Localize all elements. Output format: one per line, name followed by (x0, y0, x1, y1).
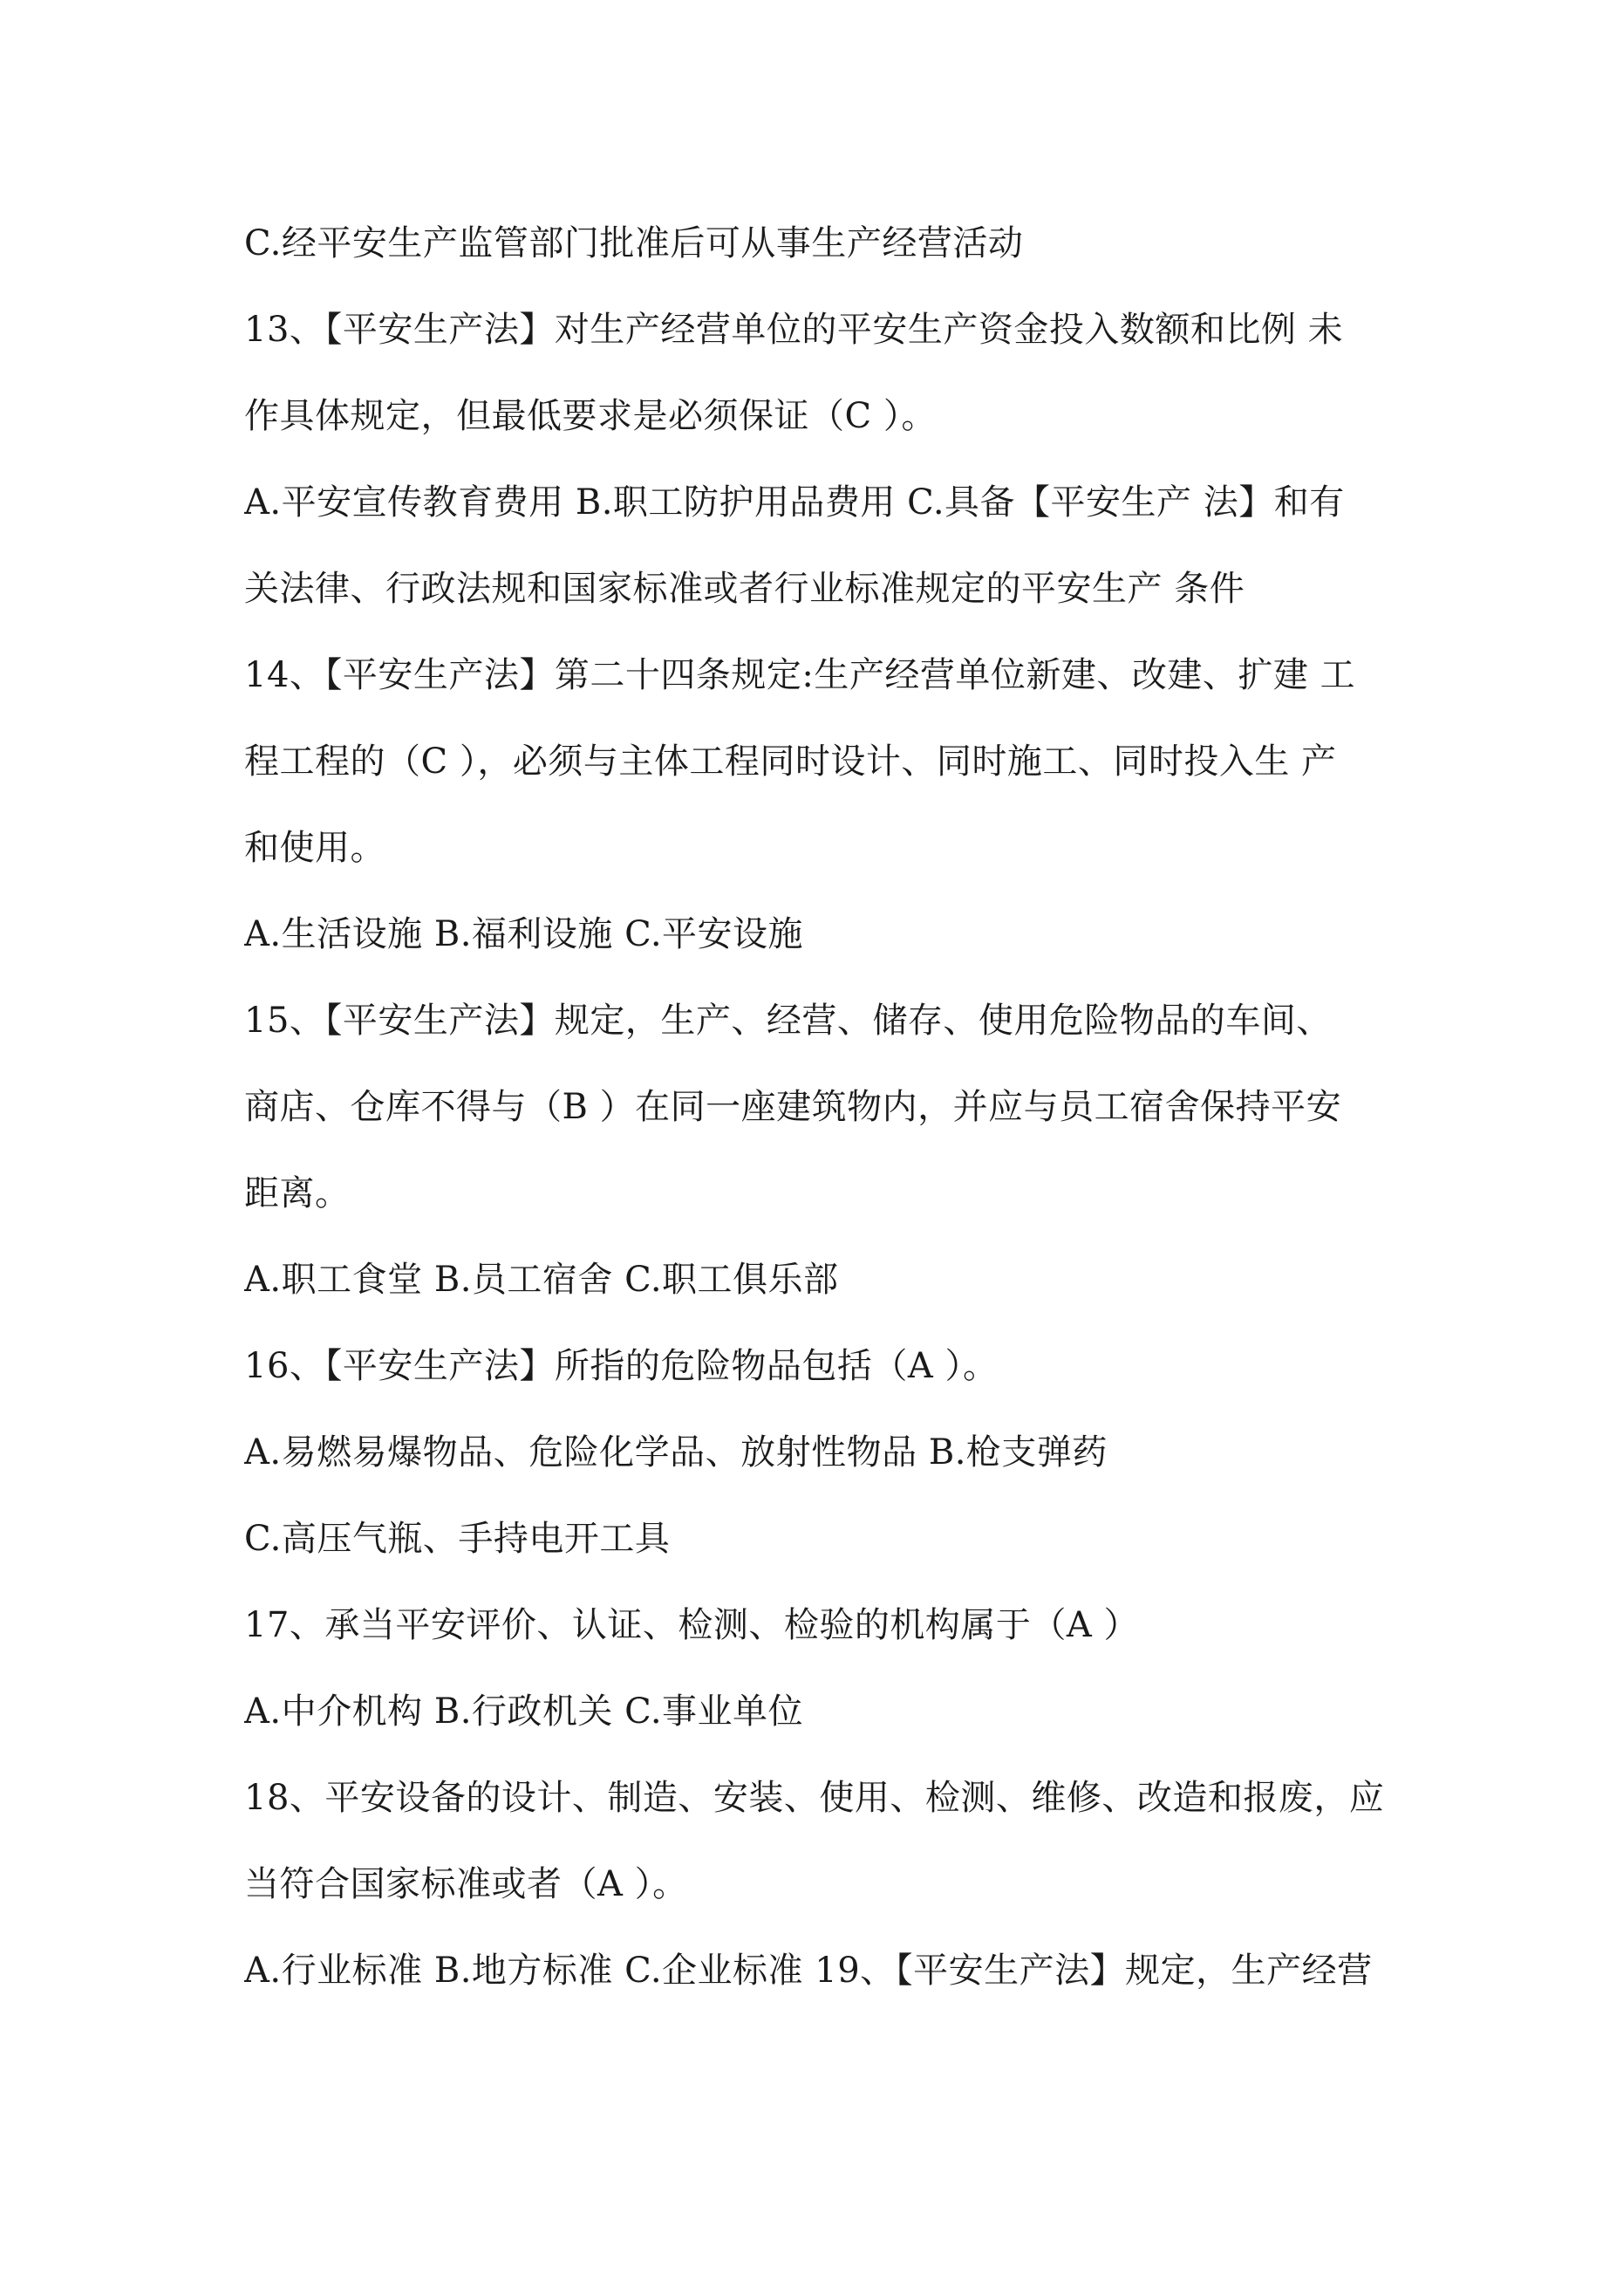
question-18-line: 18、平安设备的设计、制造、安装、使用、检测、维修、改造和报废，应 (244, 1778, 1385, 1818)
text-line: 当符合国家标准或者（A ）。 (244, 1864, 688, 1904)
options-line: C.高压气瓶、手持电开工具 (244, 1519, 671, 1559)
options-line: A.平安宣传教育费用 B.职工防护用品费用 C.具备【平安生产 法】和有 (244, 482, 1345, 523)
options-line: A.易燃易爆物品、危险化学品、放射性物品 B.枪支弹药 (244, 1432, 1108, 1473)
text-line: 作具体规定，但最低要求是必须保证（C ）。 (244, 396, 937, 436)
question-13-line: 13、【平安生产法】对生产经营单位的平安生产资金投入数额和比例 未 (244, 310, 1344, 350)
question-17-line: 17、承当平安评价、认证、检测、检验的机构属于（A ） (244, 1605, 1139, 1645)
question-14-line: 14、【平安生产法】第二十四条规定:生产经营单位新建、改建、扩建 工 (244, 655, 1356, 695)
text-line: 和使用。 (244, 828, 385, 868)
options-line: A.生活设施 B.福利设施 C.平安设施 (244, 914, 804, 954)
text-line: 商店、仓库不得与（B ）在同一座建筑物内，并应与员工宿舍保持平安 (244, 1087, 1342, 1127)
text-line: C.经平安生产监管部门批准后可从事生产经营活动 (244, 223, 1024, 263)
document-body (244, 201, 1404, 2014)
question-15-line: 15、【平安生产法】规定，生产、经营、储存、使用危险物品的车间、 (244, 1001, 1332, 1041)
text-line: 距离。 (244, 1173, 351, 1213)
options-line: A.行业标准 B.地方标准 C.企业标准 19、【平安生产法】规定，生产经营 (244, 1951, 1373, 1991)
options-line: A.职工食堂 B.员工宿舍 C.职工俱乐部 (244, 1260, 839, 1300)
options-line: A.中介机构 B.行政机关 C.事业单位 (244, 1691, 804, 1732)
question-16-line: 16、【平安生产法】所指的危险物品包括（A ）。 (244, 1346, 999, 1386)
text-line: 程工程的（C ），必须与主体工程同时设计、同时施工、同时投入生 产 (244, 741, 1337, 782)
text-line: 关法律、行政法规和国家标准或者行业标准规定的平安生产 条件 (244, 569, 1245, 609)
